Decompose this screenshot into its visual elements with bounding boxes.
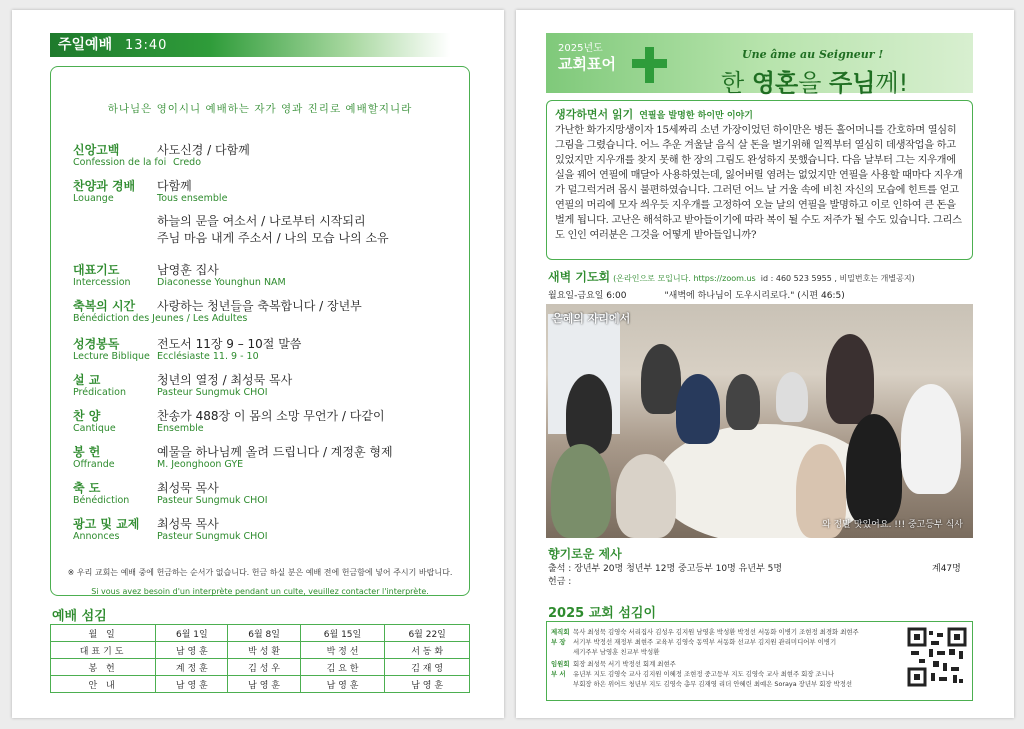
duty-cell: 안 내 xyxy=(51,676,156,693)
photo-caption-bottom: 와 정말 맛있어요. !!! 중고등부 식사 xyxy=(821,520,963,530)
dawn-prayer-title xyxy=(548,268,915,285)
duty-cell: 남 영 훈 xyxy=(228,676,300,693)
servants-value: 부회장 하은 위어드 청년부 지도 김영숙 총무 김재영 리더 안혜린 최예은 Soraya 장년부 회장 박정선 xyxy=(573,680,853,688)
duty-header-cell: 6월 15일 xyxy=(300,625,385,642)
photo-person xyxy=(616,454,676,538)
left-page xyxy=(12,10,504,718)
servants-key: 부 서 xyxy=(551,670,566,678)
servants-value: 유년부 지도 김영숙 교사 김지원 이혜정 조현정 중고등부 지도 김영숙 교사 최현주 회장 조니나 xyxy=(573,670,835,678)
item-main: 남영훈 집사 xyxy=(157,263,219,277)
lyrics-line: 주님 마음 내게 주소서 / 나의 모습 나의 소유 xyxy=(157,231,389,245)
duty-title: 예배 섬김 xyxy=(52,609,107,624)
duty-cell: 김 요 한 xyxy=(300,659,385,676)
item-fr: Lecture Biblique xyxy=(73,351,150,362)
banner-church-motto-label: 교회표어 xyxy=(558,55,616,73)
attendance-line xyxy=(548,561,961,574)
dawn-time xyxy=(548,288,845,301)
servants-row xyxy=(551,637,836,646)
item-fr: Bénédiction des Jeunes / Les Adultes xyxy=(73,313,248,324)
service-title: 주일예배 xyxy=(58,37,113,53)
duty-cell: 남 영 훈 xyxy=(385,676,470,693)
item-fr: Annonces xyxy=(73,531,120,542)
motto-part: 한 xyxy=(721,69,752,97)
servants-row xyxy=(551,679,852,688)
lyrics-line: 하늘의 문을 여소서 / 나로부터 시작되리 xyxy=(157,214,366,228)
dawn-id-text: id : 460 523 5955 , 비밀번호는 개별공지) xyxy=(760,274,915,283)
duty-row xyxy=(51,659,470,676)
item-ko: 성경봉독 xyxy=(73,337,120,351)
item-main: 최성묵 목사 xyxy=(157,517,219,531)
item-main: 전도서 11장 9 – 10절 말씀 xyxy=(157,337,302,351)
cross-icon-bar xyxy=(632,59,667,68)
banner-year: 2025년도 xyxy=(558,43,603,54)
photo-person xyxy=(726,374,760,430)
item-main: 사도신경 / 다함께 xyxy=(157,143,250,157)
duty-cell: 김 성 우 xyxy=(228,659,300,676)
duty-cell: 김 재 영 xyxy=(385,659,470,676)
attendance-text: 출석 : 장년부 20명 청년부 12명 중고등부 10명 유년부 5명 xyxy=(548,564,783,574)
banner-motto xyxy=(721,63,908,98)
photo-person xyxy=(826,334,874,424)
item-main: 예물을 하나님께 올려 드립니다 / 계정훈 형제 xyxy=(157,445,393,459)
group-photo xyxy=(546,304,973,538)
praise-lyrics xyxy=(157,213,389,247)
dawn-title-text: 새벽 기도회 xyxy=(548,270,611,284)
item-sub: Diaconesse Younghun NAM xyxy=(157,277,286,288)
item-main: 청년의 열정 / 최성묵 목사 xyxy=(157,373,293,387)
photo-person xyxy=(641,344,681,414)
duty-cell: 남 영 훈 xyxy=(156,642,228,659)
item-ko: 찬양과 경배 xyxy=(73,179,136,193)
interpreter-note: Si vous avez besoin d'un interprète pendant un culte, veuillez contacter l'interprète. xyxy=(91,587,429,596)
item-fr: Offrande xyxy=(73,459,115,470)
dawn-time-text: 월요일-금요일 6:00 xyxy=(548,291,627,301)
photo-person xyxy=(566,374,612,454)
item-ko: 축복의 시간 xyxy=(73,299,136,313)
duty-header-cell: 월 일 xyxy=(51,625,156,642)
story-subtitle: 연필을 발명한 하이만 이야기 xyxy=(639,111,753,121)
item-sub: Credo xyxy=(173,157,202,168)
dawn-info-text: (온라인으로 모입니다. https://zoom.us xyxy=(613,274,756,283)
opening-verse: 하나님은 영이시니 예배하는 자가 영과 진리로 예배할지니라 xyxy=(107,103,413,115)
dawn-info xyxy=(613,274,915,283)
item-main: 찬송가 488장 이 몸의 소망 무언가 / 다같이 xyxy=(157,409,385,423)
servants-row xyxy=(551,669,834,678)
servants-value: 목사 최성묵 김영숙 서리집사 김성우 김지원 남영훈 박성환 박정선 서동화 이병기 조현정 최경화 최현주 xyxy=(573,628,859,636)
item-ko: 신앙고백 xyxy=(73,143,120,157)
item-ko: 봉 헌 xyxy=(73,445,101,459)
sunday-service-header xyxy=(50,33,450,57)
photo-person xyxy=(551,444,611,538)
duty-cell: 남 영 훈 xyxy=(300,676,385,693)
item-fr: Cantique xyxy=(73,423,116,434)
item-sub: M. Jeonghoon GYE xyxy=(157,459,244,470)
attendance-total: 계47명 xyxy=(932,564,961,574)
story-title-text: 생각하면서 읽기 xyxy=(555,108,634,121)
duty-header-cell: 6월 1일 xyxy=(156,625,228,642)
servants-value: 회장 최성묵 서기 박정선 회계 최현주 xyxy=(573,660,676,668)
duty-cell: 대표기도 xyxy=(51,642,156,659)
item-fr: Louange xyxy=(73,193,114,204)
item-sub: Pasteur Sungmuk CHOI xyxy=(157,495,268,506)
item-fr: Confession de la foi xyxy=(73,157,167,168)
photo-person xyxy=(676,374,720,444)
story-box xyxy=(546,100,973,260)
item-ko: 설 교 xyxy=(73,373,101,387)
item-sub: Pasteur Sungmuk CHOI xyxy=(157,387,268,398)
item-fr: Intercession xyxy=(73,277,131,288)
motto-part-bold: 주님 xyxy=(829,69,876,97)
qr-code-icon[interactable] xyxy=(907,627,967,687)
servants-title: 2025 교회 섬김이 xyxy=(548,606,657,621)
duty-table xyxy=(50,624,470,693)
item-main: 사랑하는 청년들을 축복합니다 / 장년부 xyxy=(157,299,362,313)
servants-row xyxy=(551,647,659,656)
motto-part: 을 xyxy=(798,69,830,97)
duty-row xyxy=(51,676,470,693)
item-fr: Prédication xyxy=(73,387,127,398)
photo-caption-top: 은혜의 자리에서 xyxy=(552,312,631,325)
item-sub: Ecclésiaste 11. 9 - 10 xyxy=(157,351,259,362)
item-ko: 대표기도 xyxy=(73,263,120,277)
servants-key: 임원회 xyxy=(551,660,570,668)
servants-value: 세기주부 남영훈 친교부 박성환 xyxy=(573,648,660,656)
offering-title: 향기로운 제사 xyxy=(548,547,622,561)
offering-note: ※ 우리 교회는 예배 중에 헌금하는 순서가 없습니다. 헌금 하실 분은 예배 전에 헌금함에 넣어 주시기 바랍니다. xyxy=(67,568,453,577)
item-sub: Pasteur Sungmuk CHOI xyxy=(157,531,268,542)
servants-box xyxy=(546,621,973,701)
item-ko: 축 도 xyxy=(73,481,101,495)
motto-part-bold: 영혼 xyxy=(751,69,799,97)
item-sub: Tous ensemble xyxy=(157,193,228,204)
duty-cell: 박 성 환 xyxy=(228,642,300,659)
duty-header-cell: 6월 22일 xyxy=(385,625,470,642)
photo-person xyxy=(776,372,808,422)
servants-key: 제직회 xyxy=(551,628,570,636)
dawn-theme: "새벽에 하나님이 도우시리로다." (시편 46:5) xyxy=(664,291,845,301)
duty-header-row xyxy=(51,625,470,642)
item-sub: Ensemble xyxy=(157,423,204,434)
banner-french-motto: Une âme au Seigneur ! xyxy=(742,48,884,61)
duty-row xyxy=(51,642,470,659)
duty-cell: 서 동 화 xyxy=(385,642,470,659)
duty-cell: 박 정 선 xyxy=(300,642,385,659)
servants-row xyxy=(551,627,859,636)
item-fr: Bénédiction xyxy=(73,495,130,506)
right-page xyxy=(516,10,1014,718)
story-title xyxy=(555,106,753,122)
duty-header-cell: 6월 8일 xyxy=(228,625,300,642)
order-of-service xyxy=(50,66,470,596)
item-ko: 찬 양 xyxy=(73,409,101,423)
photo-person xyxy=(901,384,961,494)
servants-key: 부 장 xyxy=(551,638,566,646)
duty-cell: 계 정 훈 xyxy=(156,659,228,676)
servants-row xyxy=(551,659,676,668)
item-ko: 광고 및 교제 xyxy=(73,517,140,531)
item-main: 최성묵 목사 xyxy=(157,481,219,495)
offering-line: 헌금 : xyxy=(548,577,572,587)
photo-person xyxy=(846,414,902,524)
qr-code-graphic xyxy=(907,627,967,687)
motto-banner xyxy=(546,33,973,97)
duty-cell: 봉 헌 xyxy=(51,659,156,676)
story-body: 가난한 화가지망생이자 15세짜리 소년 가장이었던 하이만은 병든 홀어머니를 간호하며 열심히 그림을 그렸습니다. 어느 추운 겨울날 음식 살 돈을 벌기위해 일찍부터 열심히 데생작업을 하고 있었지만 지우개를 찾지 못해 한 장의 그림도 완성하지 못했습니다. 다음 날부터 그는 지우개에 실을 꿰어 연필에 매달아 사용하였는데, 잃어버릴 염려는 없었지만 연필을 사용할 때마다 지우개가 덜그럭거려 몹시 불편하였습니다. 그러던 어느 날 거울 속에 비친 자신의 모습에 힌트를 얻고 연필의 머리에 모자 씌우듯 지우개를 고정하여 오늘 날의 연필을 발명하고 이로 인하여 큰 돈을 벌게 됩니다. 고난은 해석하고 받아들이기에 따라 복이 될 수도 저주가 될 수도 있습니다. 그리스도 인인 여러분은 그것을 어떻게 받아들입니까? xyxy=(555,125,963,241)
motto-part: 께! xyxy=(875,69,909,97)
duty-cell: 남 영 훈 xyxy=(156,676,228,693)
servants-value: 서기부 박정선 재정부 최현주 교육부 김영숙 동역부 서동화 선교부 김지원 관리미디어부 이병기 xyxy=(573,638,837,646)
service-time: 13:40 xyxy=(124,38,168,53)
item-main: 다함께 xyxy=(157,179,192,193)
